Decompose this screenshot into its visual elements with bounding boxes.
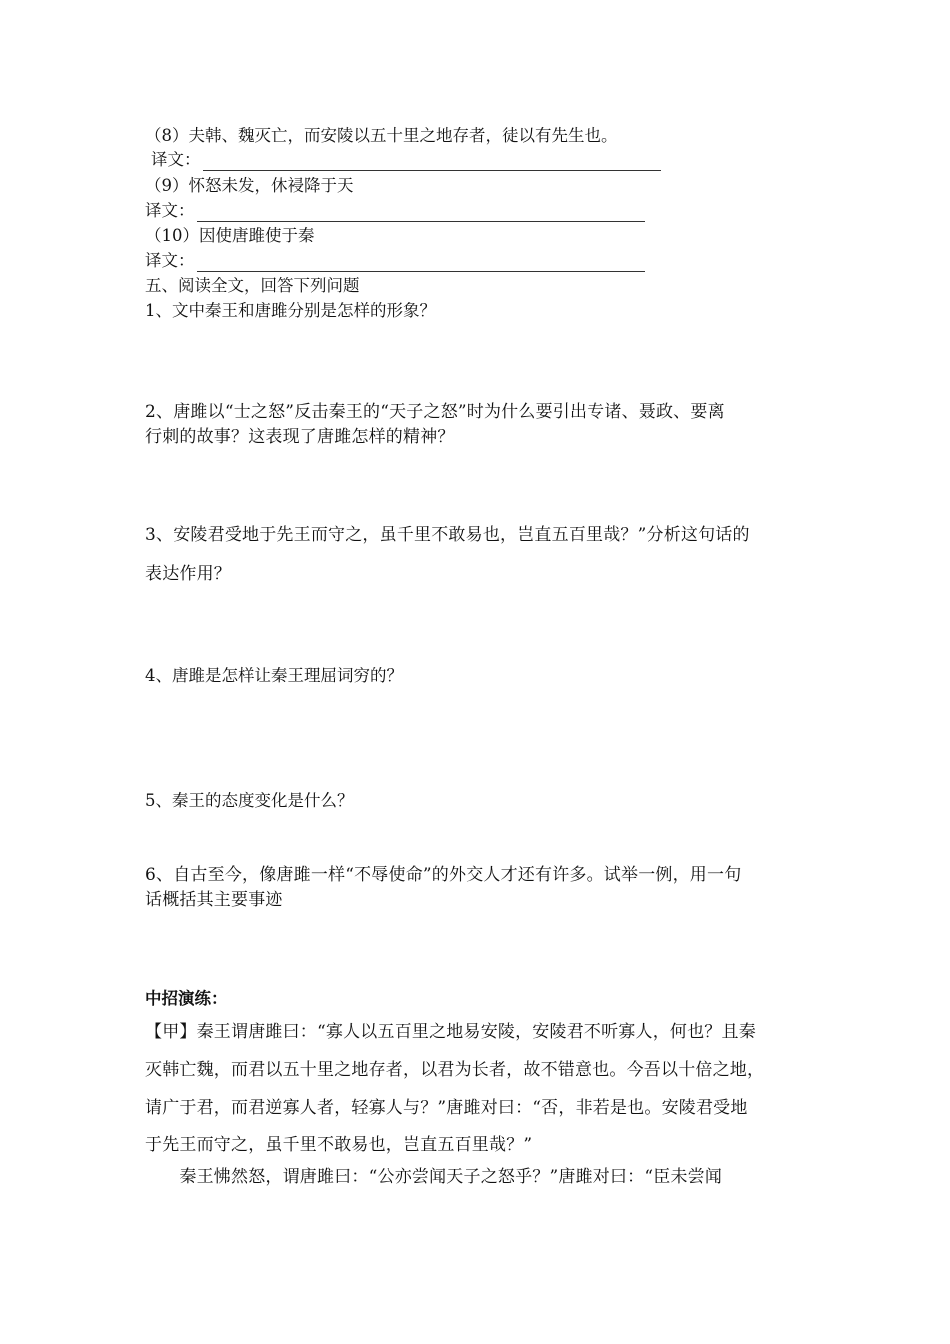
question-6-line-1: 6、自古至今，像唐雎一样“不辱使命”的外交人才还有许多。试举一例，用一句: [145, 865, 742, 885]
item-9: （9）怀怒未发，休祲降于天: [145, 176, 354, 195]
item-10: （10）因使唐雎使于秦: [145, 226, 315, 245]
question-4: 4、唐雎是怎样让秦王理屈词穷的？: [145, 666, 403, 685]
passage-line-2: 灭韩亡魏，而君以五十里之地存者，以君为长者，故不错意也。今吾以十倍之地，: [145, 1060, 765, 1080]
exam-practice-heading: 中招演练：: [145, 989, 228, 1008]
question-2-line-1: 2、唐雎以“士之怒”反击秦王的“天子之怒”时为什么要引出专诸、聂政、要离: [145, 402, 725, 422]
passage-line-5: 秦王怫然怒，谓唐雎曰：“公亦尝闻天子之怒乎？”唐雎对曰：“臣未尝闻: [145, 1167, 723, 1187]
item-8: （8）夫韩、魏灭亡，而安陵以五十里之地存者，徒以有先生也。: [145, 126, 618, 145]
question-6-line-2: 话概括其主要事迹: [145, 890, 283, 910]
question-2-line-2: 行刺的故事？这表现了唐雎怎样的精神？: [145, 427, 455, 447]
question-1: 1、文中秦王和唐雎分别是怎样的形象？: [145, 301, 436, 320]
question-3-line-2: 表达作用？: [145, 564, 231, 584]
translation-blank-8[interactable]: [203, 155, 661, 171]
translation-row-10: [145, 250, 645, 272]
translation-row-9: [145, 200, 645, 222]
translation-blank-10[interactable]: [197, 256, 645, 272]
translation-label: 译文：: [145, 201, 195, 220]
translation-blank-9[interactable]: [197, 206, 645, 222]
translation-label: 译文：: [151, 150, 201, 169]
translation-label: 译文：: [145, 251, 195, 270]
section-5-title: 五、阅读全文，回答下列问题: [145, 276, 360, 295]
passage-line-1: 【甲】秦王谓唐雎曰：“寡人以五百里之地易安陵，安陵君不听寡人，何也？且秦: [145, 1022, 756, 1042]
passage-line-4: 于先王而守之，虽千里不敢易也，岂直五百里哉？”: [145, 1135, 533, 1155]
question-3-line-1: 3、安陵君受地于先王而守之，虽千里不敢易也，岂直五百里哉？”分析这句话的: [145, 525, 750, 545]
passage-line-3: 请广于君，而君逆寡人者，轻寡人与？”唐雎对曰：“否，非若是也。安陵君受地: [145, 1098, 748, 1118]
translation-row-8: [151, 149, 661, 171]
question-5: 5、秦王的态度变化是什么？: [145, 791, 354, 810]
